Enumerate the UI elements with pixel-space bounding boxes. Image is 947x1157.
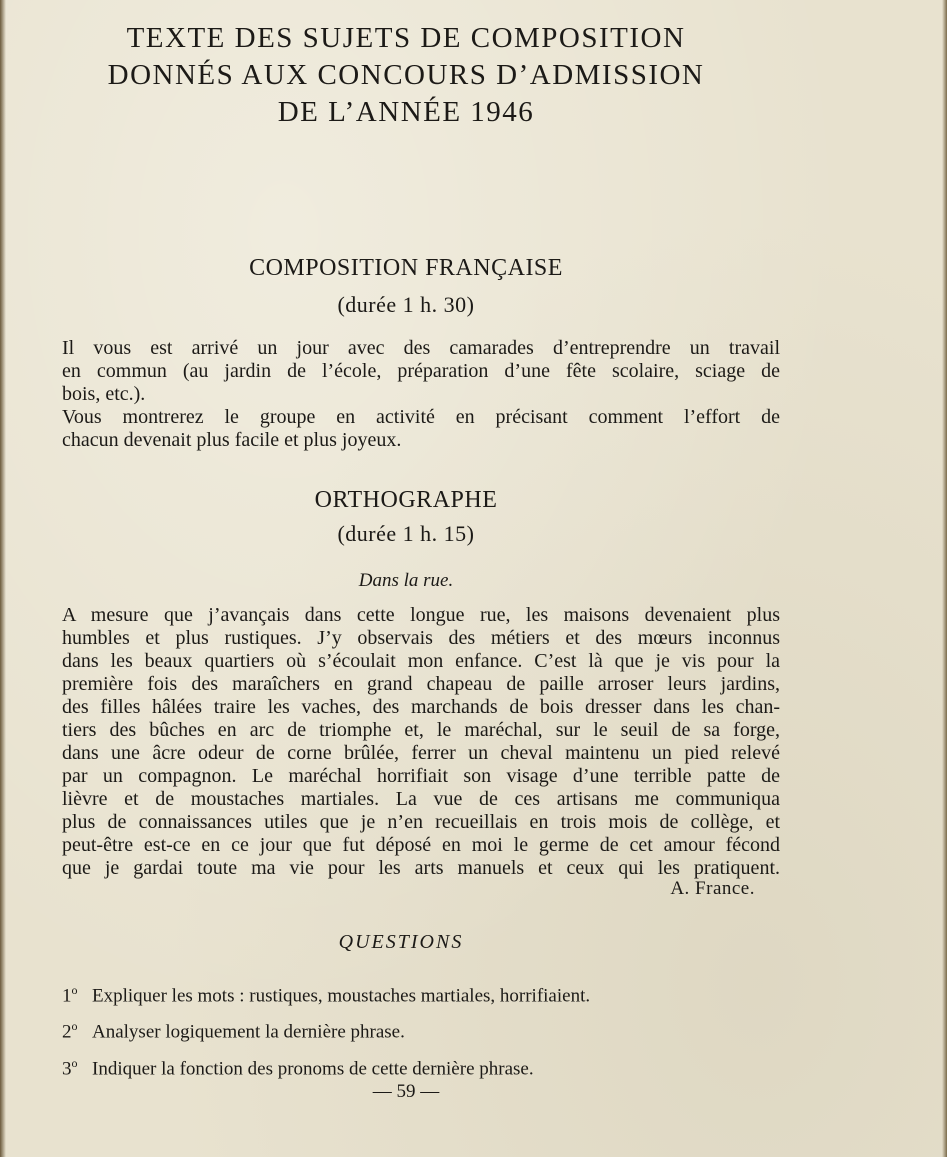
dictee-line: A mesure que j’avançais dans cette longue rue, les maisons devenaient plus [62,604,780,626]
question-item [62,975,590,1011]
question-number: 2$^o$ [62,1019,78,1043]
orthographe-heading: ORTHOGRAPHE [314,487,498,513]
composition-line: Il vous est arrivé un jour avec des camarades d’entreprendre un travail [62,337,780,359]
dictee-line: que je gardai toute ma vie pour les arts manuels et ceux qui les pratiquent. [62,857,780,879]
question-text: Indiquer la fonction des pronoms de cette dernière phrase. [92,1057,534,1079]
question-number: 1$^o$ [62,983,78,1007]
composition-text [62,337,780,452]
composition-heading: COMPOSITION FRANÇAISE [249,255,563,281]
page-title [0,20,812,131]
question-item [62,1048,590,1084]
page-edge-right [942,0,947,1157]
dictee-line: plus de connaissances utiles que je n’en recueillais en trois mois de collège, et [62,811,780,833]
dictee-title: Dans la rue. [358,570,454,591]
dictee-author: A. France. [670,878,755,899]
dictee-line: lièvre et de moustaches martiales. La vue de ces artisans me communiqua [62,788,780,810]
orthographe-duration: (durée 1 h. 15) [337,521,475,546]
dictee-line: par un compagnon. Le maréchal horrifiait son visage d’une terrible patte de [62,765,780,787]
composition-line: bois, etc.). [62,383,146,405]
composition-line: Vous montrerez le groupe en activité en précisant comment l’effort de [62,406,780,428]
title-line-2: DONNÉS AUX CONCOURS D’ADMISSION [107,59,705,91]
dictee-text [62,604,780,880]
composition-line: chacun devenait plus facile et plus joyeux. [62,429,402,451]
dictee-line: dans les beaux quartiers où s’écoulait mon enfance. C’est là que je vis pour la [62,650,780,672]
dictee-line: dans une âcre odeur de corne brûlée, ferrer un cheval maintenu un pied relevé [62,742,780,764]
dictee-line: première fois des maraîchers en grand chapeau de paille arroser leurs jardins, [62,673,780,695]
composition-line: en commun (au jardin de l’école, préparation d’une fête scolaire, sciage de [62,360,780,382]
title-line-3: DE L’ANNÉE 1946 [277,96,535,128]
dictee-line: peut-être est-ce en ce jour que fut déposé en moi le germe de cet amour fécond [62,834,780,856]
page-number: — 59 — [372,1081,440,1102]
question-item [62,1011,590,1047]
question-number: 3$^o$ [62,1055,78,1079]
question-text: Expliquer les mots : rustiques, moustaches martiales, horrifiaient. [92,985,591,1007]
questions-list [62,975,590,1084]
question-text: Analyser logiquement la dernière phrase. [92,1021,405,1043]
title-line-1: TEXTE DES SUJETS DE COMPOSITION [126,22,686,54]
dictee-line: des filles hâlées traire les vaches, des marchands de bois dresser dans les chan- [62,696,780,718]
composition-duration: (durée 1 h. 30) [337,292,475,317]
dictee-line: tiers des bûches en arc de triomphe et, le maréchal, sur le seuil de sa forge, [62,719,780,741]
questions-heading: QUESTIONS [338,931,464,953]
dictee-line: humbles et plus rustiques. J’y observais des métiers et des mœurs inconnus [62,627,780,649]
